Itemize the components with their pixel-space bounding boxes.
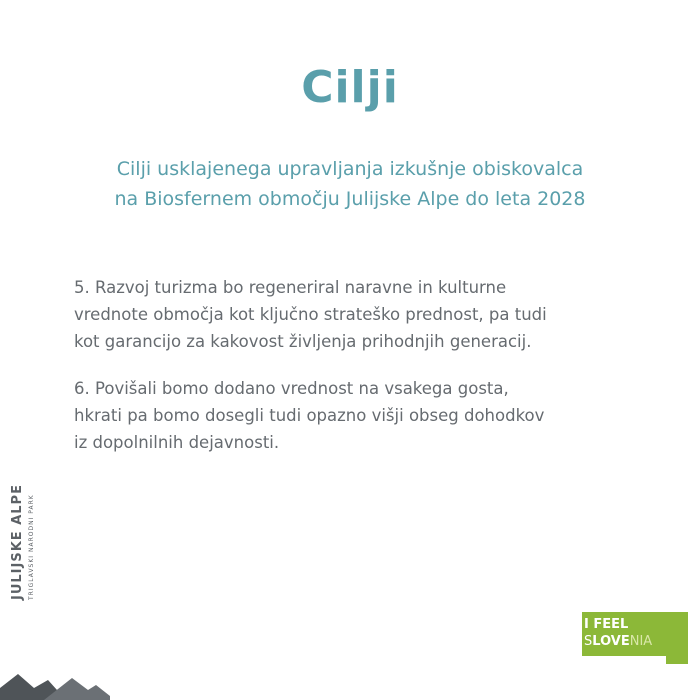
goal-6-paragraph xyxy=(74,375,664,456)
page-title: Cilji xyxy=(301,62,399,113)
subtitle-line: na Biosfernem območju Julijske Alpe do leta 2028 xyxy=(114,188,586,210)
goal-line: hkrati pa bomo dosegli tudi opazno višji obseg dohodkov xyxy=(74,406,545,425)
goal-line: kot garancijo za kakovost življenja prihodnjih generacij. xyxy=(74,332,532,351)
page-subtitle xyxy=(40,154,660,214)
mountains-icon xyxy=(0,668,110,700)
i-feel-text: I FEEL xyxy=(584,617,629,632)
goal-line: iz dopolnilnih dejavnosti. xyxy=(74,433,280,452)
goal-line: vrednote območja kot ključno strateško prednost, pa tudi xyxy=(74,305,547,324)
slovenia-text xyxy=(584,634,652,649)
slovenia-love: LOVE xyxy=(592,634,630,649)
goal-line: 6. Povišali bomo dodano vrednost na vsakega gosta, xyxy=(74,379,509,398)
subtitle-line: Cilji usklajenega upravljanja izkušnje obiskovalca xyxy=(116,158,584,180)
goal-5-paragraph xyxy=(74,274,664,355)
slovenia-s: S xyxy=(584,634,593,649)
goal-line: 5. Razvoj turizma bo regeneriral naravne in kulturne xyxy=(74,278,507,297)
slovenia-nia: NIA xyxy=(629,634,653,649)
triglavski-narodni-park-text: TRIGLAVSKI NARODNI PARK xyxy=(28,494,35,600)
julijske-alpe-logo-text: JULIJSKE ALPE xyxy=(10,484,25,600)
